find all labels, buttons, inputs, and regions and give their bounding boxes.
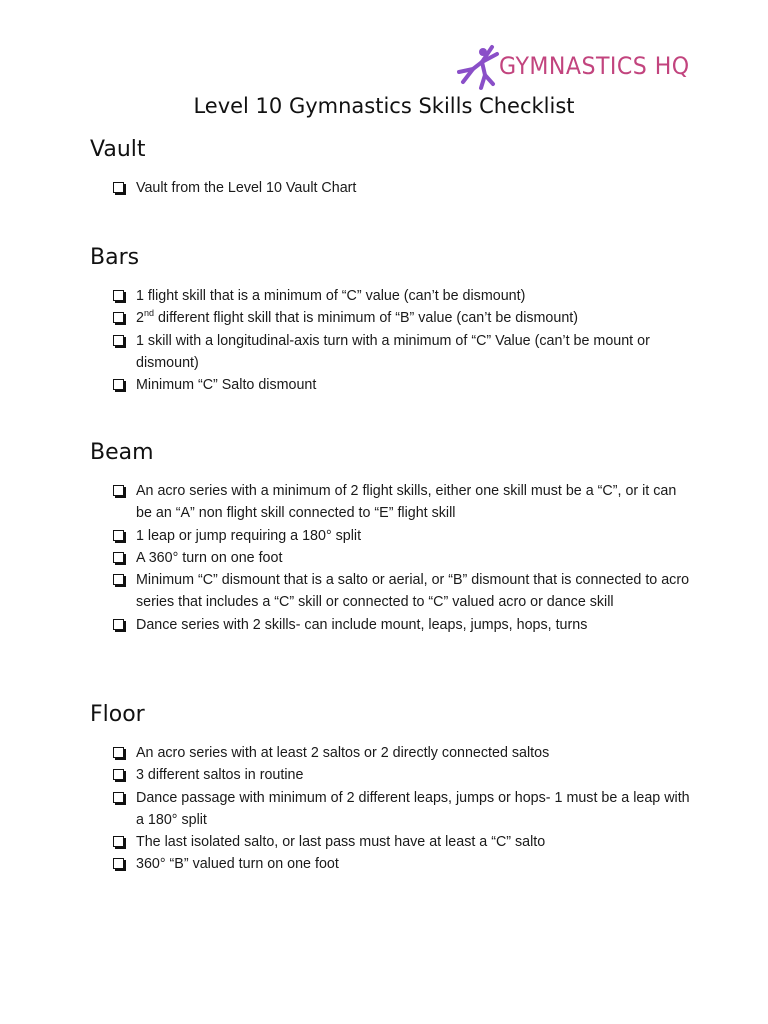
checkbox-icon[interactable] xyxy=(113,858,124,869)
item-text: 1 leap or jump requiring a 180° split xyxy=(136,527,362,544)
checklist-item xyxy=(112,569,692,614)
checklist-item xyxy=(112,330,692,375)
item-text: A 360° turn on one foot xyxy=(136,549,283,566)
checkbox-icon[interactable] xyxy=(113,290,124,301)
checklist-item xyxy=(112,853,692,875)
checklist-item xyxy=(112,285,692,307)
checklist-item xyxy=(112,525,692,547)
item-text: Minimum “C” dismount that is a salto or aerial, or “B” dismount that is connected to acro series that includes a “C” skill or connected to “C” valued acro or dance skill xyxy=(136,572,690,611)
checkbox-icon[interactable] xyxy=(113,574,124,585)
item-text: different flight skill that is minimum of “B” value (can’t be dismount) xyxy=(153,310,579,327)
checklist-item xyxy=(112,307,692,329)
checkbox-icon[interactable] xyxy=(113,619,124,630)
checkbox-icon[interactable] xyxy=(113,836,124,847)
item-text: An acro series with a minimum of 2 flight skills, either one skill must be a “C”, or it can be an “A” non flight skill connected to “E” flight skill xyxy=(136,483,677,522)
item-text: The last isolated salto, or last pass must have at least a “C” salto xyxy=(136,834,546,851)
checkbox-icon[interactable] xyxy=(113,182,124,193)
checkbox-icon[interactable] xyxy=(113,792,124,803)
item-ordinal-suffix: nd xyxy=(143,308,154,319)
checkbox-icon[interactable] xyxy=(113,530,124,541)
item-text: Vault from the Level 10 Vault Chart xyxy=(136,180,357,196)
vault-checklist xyxy=(112,177,692,199)
item-text: 1 flight skill that is a minimum of “C” value (can’t be dismount) xyxy=(136,288,526,304)
beam-checklist xyxy=(112,480,692,636)
checklist-item xyxy=(112,764,692,786)
brand-logo xyxy=(455,40,690,92)
checkbox-icon[interactable] xyxy=(113,335,124,346)
checklist-item xyxy=(112,374,692,396)
section-heading-bars: Bars xyxy=(90,245,140,270)
item-text: Dance series with 2 skills- can include mount, leaps, jumps, hops, turns xyxy=(136,616,588,633)
checkbox-icon[interactable] xyxy=(113,379,124,390)
checkbox-icon[interactable] xyxy=(113,769,124,780)
section-heading-floor: Floor xyxy=(90,702,145,727)
page-title: Level 10 Gymnastics Skills Checklist xyxy=(193,94,575,118)
checkbox-icon[interactable] xyxy=(113,485,124,496)
checklist-item xyxy=(112,787,692,832)
checklist-item xyxy=(112,831,692,853)
gymnast-figure-icon xyxy=(455,42,503,92)
checkbox-icon[interactable] xyxy=(113,747,124,758)
bars-checklist xyxy=(112,285,692,396)
checkbox-icon[interactable] xyxy=(113,552,124,563)
item-text: 1 skill with a longitudinal-axis turn with a minimum of “C” Value (can’t be mount or dismount) xyxy=(136,332,650,371)
checklist-item xyxy=(112,742,692,764)
section-heading-vault: Vault xyxy=(90,137,146,162)
checklist-item xyxy=(112,547,692,569)
floor-checklist xyxy=(112,742,692,876)
item-ordinal: 2 xyxy=(136,310,144,327)
checklist-item xyxy=(112,614,692,636)
checkbox-icon[interactable] xyxy=(113,312,124,323)
brand-name: GYMNASTICS HQ xyxy=(499,52,690,80)
item-text: 360° “B” valued turn on one foot xyxy=(136,856,339,873)
item-text: Dance passage with minimum of 2 different leaps, jumps or hops- 1 must be a leap with a 180° split xyxy=(136,789,690,828)
checklist-item xyxy=(112,480,692,525)
item-text: Minimum “C” Salto dismount xyxy=(136,377,317,394)
item-text: An acro series with at least 2 saltos or 2 directly connected saltos xyxy=(136,745,550,761)
section-heading-beam: Beam xyxy=(90,440,154,465)
item-text: 3 different saltos in routine xyxy=(136,767,304,784)
checklist-item xyxy=(112,177,692,199)
